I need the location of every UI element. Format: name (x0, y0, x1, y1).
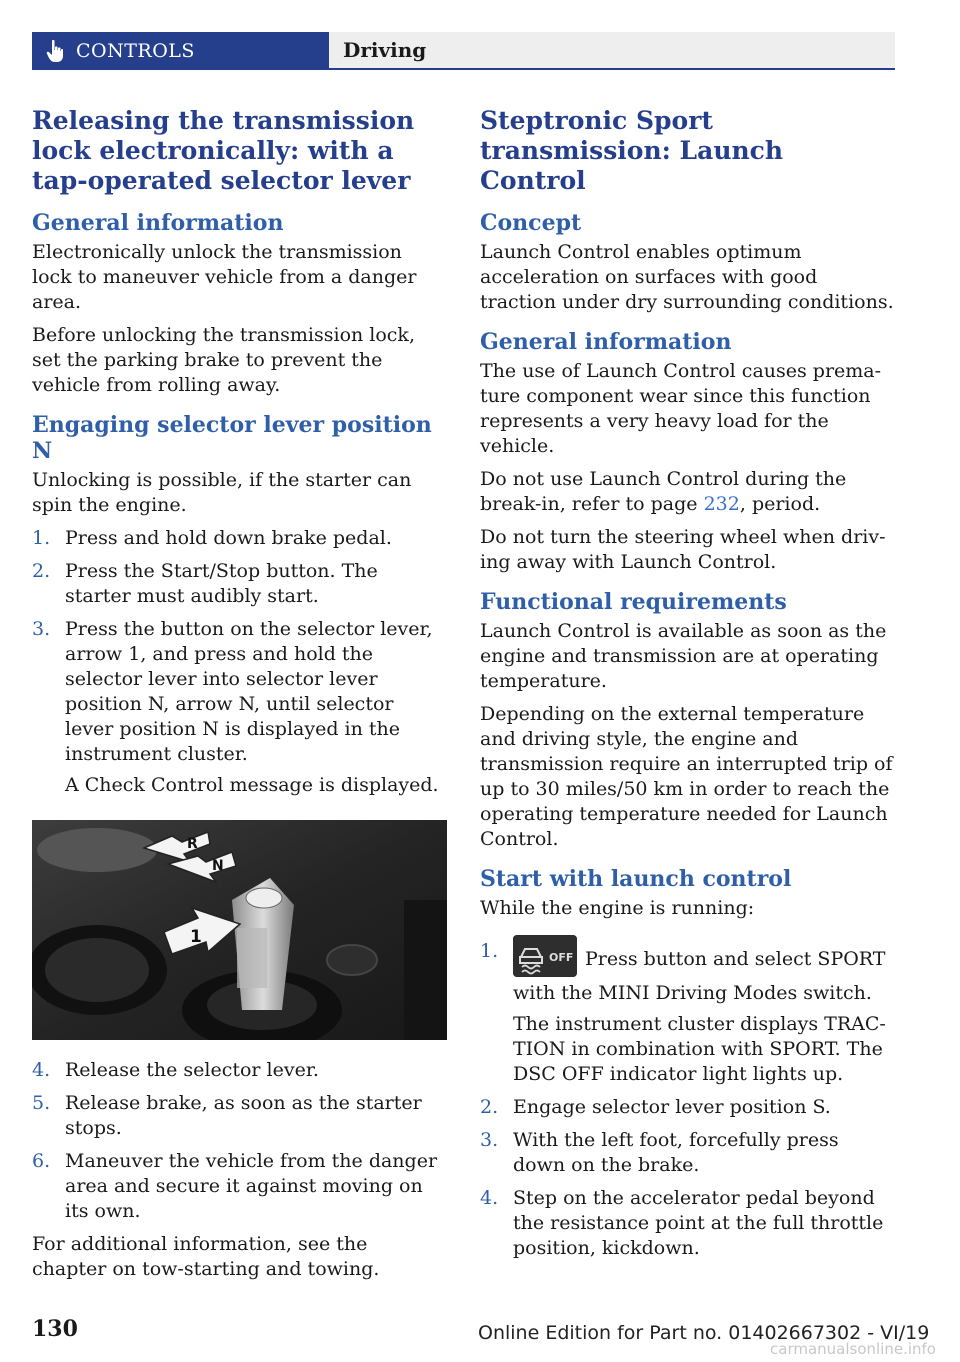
list-item: 2. Press the Start/Stop button. The starter must audibly start. (32, 560, 378, 607)
steps-list-b (32, 1058, 447, 1224)
paragraph: Launch Control is available as soon as the engine and transmission are at operating temperature. (480, 620, 887, 692)
right-title: Steptronic Sport transmission: Launch Control (480, 106, 784, 195)
sub-paragraph: A Check Control message is displayed. (65, 774, 439, 796)
chapter-label: Driving (343, 38, 427, 62)
list-item: 5. Release brake, as soon as the starter stops. (32, 1092, 422, 1139)
start-heading: Start with launch control (480, 866, 792, 892)
functional-heading: Functional requirements (480, 589, 787, 615)
list-item: 1. OFF Press button and select SPORT with the MINI Driving Modes switch. The instrument cluster displays TRACTION in combination with SPORT. The DSC OFF indicator light lights up. (480, 939, 895, 1087)
paragraph: For additional information, see the chapter on tow-starting and towing. (32, 1233, 380, 1280)
svg-text:1: 1 (190, 927, 202, 947)
left-title: Releasing the transmission lock electronically: with a tap-operated selector lever (32, 106, 415, 195)
engaging-heading: Engaging selector lever position N (32, 412, 432, 464)
list-item: 2. Engage selector lever position S. (480, 1096, 831, 1118)
left-column (32, 106, 447, 1290)
paragraph: Depending on the external temperature and driving style, the engine and transmission require an interrupted trip of up to 30 miles/50 km in order to reach the operating temperature needed for Launch Control. (480, 703, 893, 850)
list-item: 3. Press the button on the selector lever, arrow 1, and press and hold the selector lever into selector lever position N, arrow N, until selector lever position N is displayed in the instrument cluster. A Check Control message is displayed. (32, 617, 447, 798)
hand-pointer-icon (40, 32, 70, 70)
chapter-bar (329, 32, 895, 70)
page-number: 130 (32, 1316, 78, 1342)
paragraph: Before unlocking the transmission lock, set the parking brake to prevent the vehicle from rolling away. (32, 324, 415, 396)
paragraph: Do not use Launch Control during the break-in, refer to page 232, period. (480, 468, 847, 515)
list-item: 3. With the left foot, forcefully press down on the brake. (480, 1129, 839, 1176)
list-item: 6. Maneuver the vehicle from the danger area and secure it against moving on its own. (32, 1150, 438, 1222)
list-item: 4. Step on the accelerator pedal beyond the resistance point at the full throttle position, kickdown. (480, 1187, 884, 1259)
list-item: 1. Press and hold down brake pedal. (32, 527, 392, 549)
paragraph: Launch Control enables optimum acceleration on surfaces with good traction under dry surrounding conditions. (480, 241, 894, 313)
concept-heading: Concept (480, 210, 582, 236)
sub-paragraph: The instrument cluster displays TRACTION in combination with SPORT. The DSC OFF indicator light lights up. (513, 1013, 886, 1085)
steps-list-a (32, 526, 447, 798)
page-link[interactable]: 232 (703, 493, 740, 515)
svg-text:R: R (187, 836, 198, 852)
svg-text:N: N (212, 858, 224, 874)
right-column (480, 106, 895, 1269)
paragraph: Do not turn the steering wheel when driving away with Launch Control. (480, 526, 886, 573)
svg-text:OFF: OFF (549, 951, 574, 964)
watermark: carmanualsonline.info (770, 1340, 936, 1358)
dsc-off-icon (513, 935, 577, 977)
paragraph: Unlocking is possible, if the starter can spin the engine. (32, 469, 412, 516)
list-item: 4. Release the selector lever. (32, 1059, 319, 1081)
launch-steps-list (480, 939, 895, 1261)
paragraph: The use of Launch Control causes premature component wear since this function represents a very heavy load for the vehicle. (480, 360, 882, 457)
paragraph: Electronically unlock the transmission lock to maneuver vehicle from a danger area. (32, 241, 417, 313)
section-tab (32, 32, 329, 70)
edition-note: Online Edition for Part no. 01402667302 - VI/19 (478, 1322, 930, 1344)
general-info-heading: General information (32, 210, 284, 236)
section-label: CONTROLS (76, 40, 195, 62)
general-info-heading: General information (480, 329, 732, 355)
selector-lever-photo (32, 820, 447, 1040)
page-header (32, 32, 895, 70)
paragraph: While the engine is running: (480, 897, 755, 919)
